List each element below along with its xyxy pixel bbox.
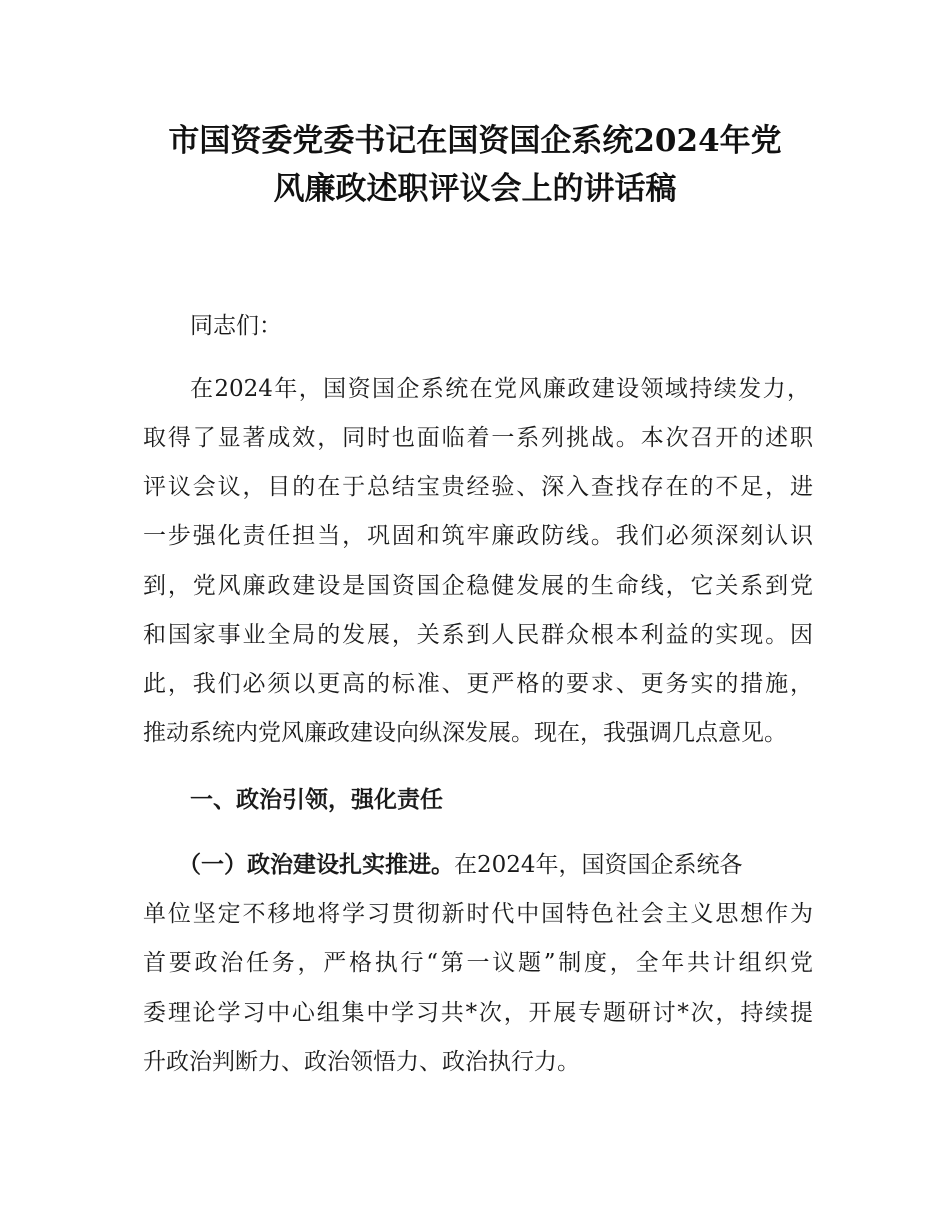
intro-line-2: 取得了显著成效，同时也面临着一系列挑战。本次召开的述职	[143, 425, 813, 451]
document-title-line-1: 市国资委党委书记在国资国企系统2024年党	[168, 123, 782, 159]
intro-line-1: 在2024年，国资国企系统在党风廉政建设领域持续发力，	[190, 376, 810, 402]
subsection-1-line-2: 单位坚定不移地将学习贯彻新时代中国特色社会主义思想作为	[143, 901, 813, 927]
intro-line-4: 一步强化责任担当，巩固和筑牢廉政防线。我们必须深刻认识	[143, 523, 813, 549]
subsection-1-line-3: 首要政治任务，严格执行“第一议题”制度，全年共计组织党	[143, 950, 813, 976]
section-1-heading: 一、政治引领，强化责任	[190, 787, 443, 813]
subsection-1-first-line	[178, 848, 848, 882]
intro-line-3: 评议会议，目的在于总结宝贵经验、深入查找存在的不足，进	[143, 474, 813, 500]
subsection-1-heading: （一）政治建设扎实推进。	[178, 852, 454, 878]
intro-line-6: 和国家事业全局的发展，关系到人民群众根本利益的实现。因	[143, 622, 813, 648]
subsection-1-line-5: 升政治判断力、政治领悟力、政治执行力。	[143, 1049, 580, 1075]
subsection-1-first-rest: 在2024年，国资国企系统各	[454, 852, 743, 878]
intro-line-8: 推动系统内党风廉政建设向纵深发展。现在，我强调几点意见。	[143, 720, 787, 746]
intro-line-7: 此，我们必须以更高的标准、更严格的要求、更务实的措施，	[143, 671, 813, 697]
intro-line-5: 到，党风廉政建设是国资国企稳健发展的生命线，它关系到党	[143, 573, 813, 599]
salutation: 同志们：	[190, 313, 282, 339]
document-title-line-2: 风廉政述职评议会上的讲话稿	[273, 171, 677, 207]
subsection-1-line-4: 委理论学习中心组集中学习共*次，开展专题研讨*次，持续提	[143, 1000, 813, 1026]
